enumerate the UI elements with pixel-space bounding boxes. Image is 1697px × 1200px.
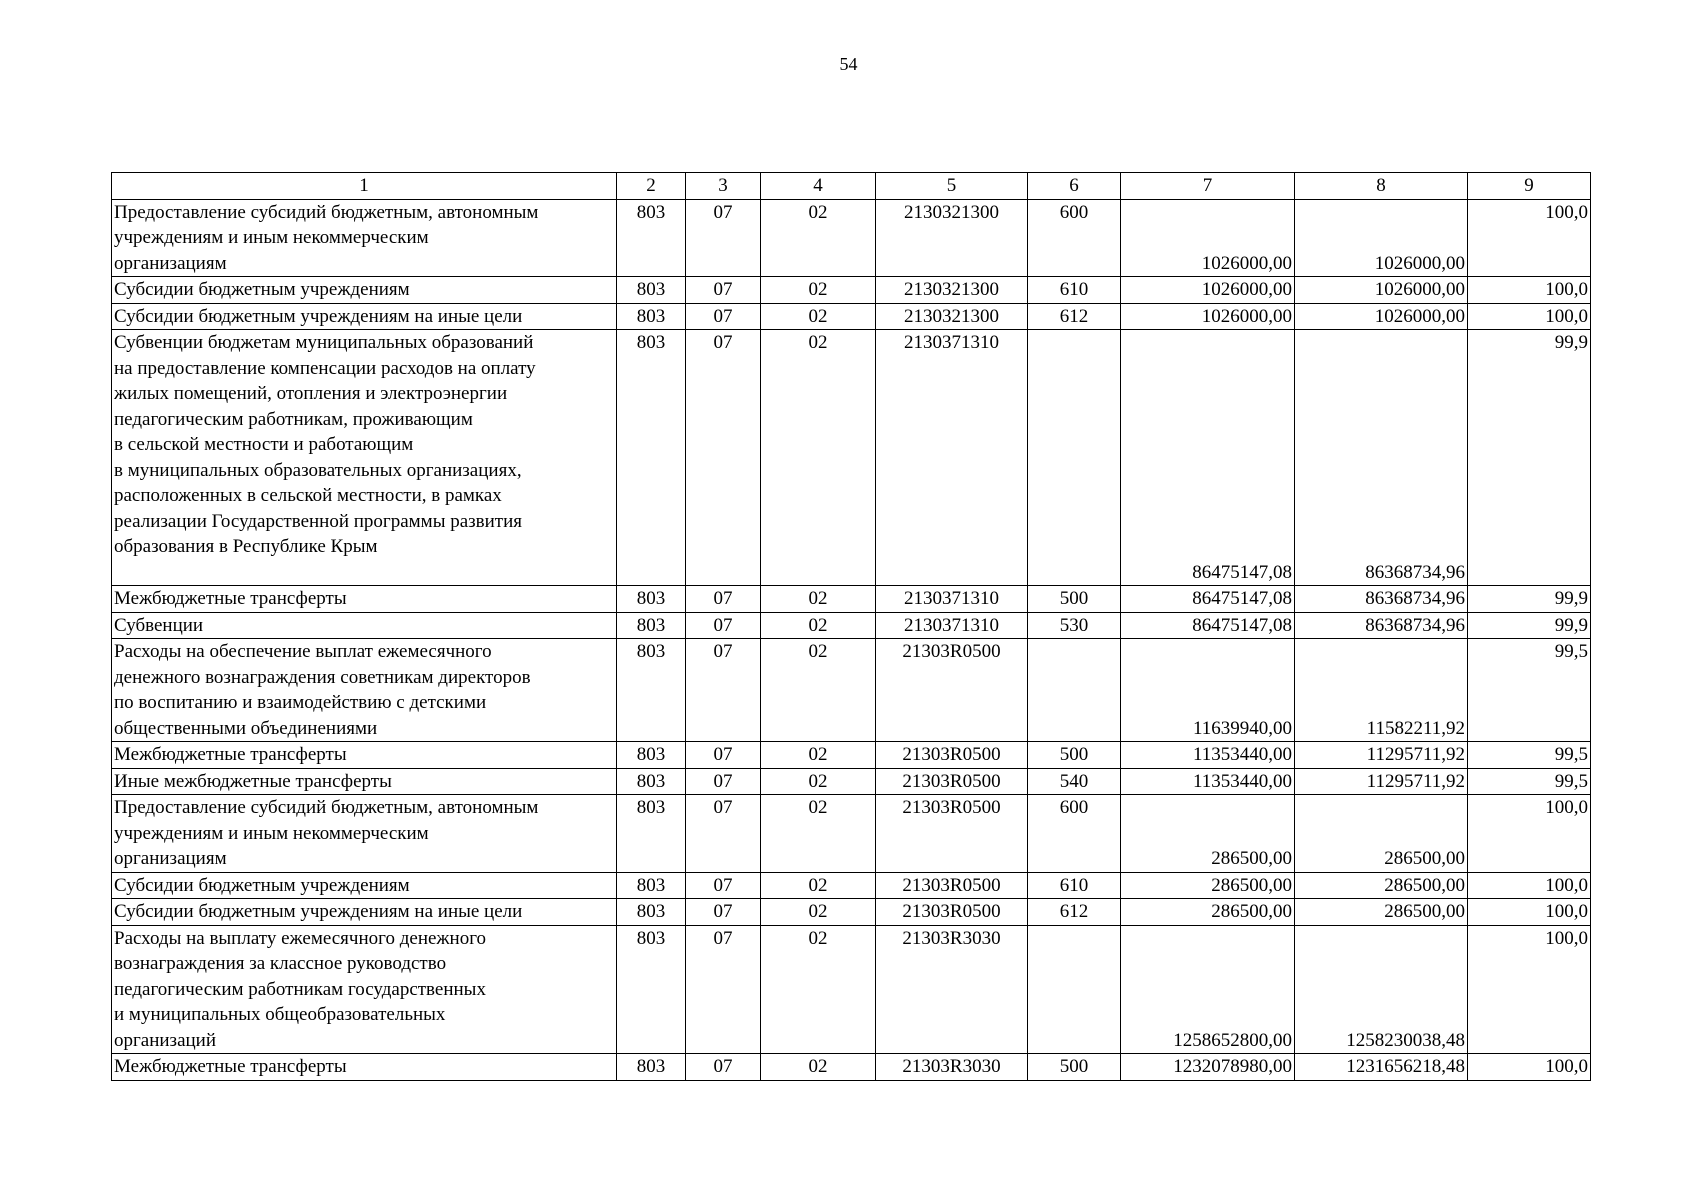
subsection-code-cell: 02	[761, 612, 876, 639]
column-header: 7	[1121, 173, 1295, 200]
expense-type-cell: 500	[1028, 1054, 1121, 1081]
item-name-cell	[112, 872, 617, 899]
execution-percent-cell: 100,0	[1468, 899, 1591, 926]
item-name-line	[114, 560, 614, 586]
target-article-cell: 2130321300	[876, 277, 1028, 304]
section-code-cell: 803	[617, 303, 686, 330]
item-name-line: образования в Республике Крым	[114, 536, 378, 557]
target-article-cell: 2130371310	[876, 612, 1028, 639]
item-name-cell	[112, 612, 617, 639]
column-header: 8	[1295, 173, 1468, 200]
subsection-code-cell: 02	[761, 277, 876, 304]
planned-amount-cell: 11353440,00	[1121, 742, 1295, 769]
executed-amount-cell: 1026000,00	[1295, 277, 1468, 304]
subsection-code-cell: 02	[761, 768, 876, 795]
planned-amount-cell: 1026000,00	[1121, 303, 1295, 330]
section-code-cell: 803	[617, 768, 686, 795]
target-article-cell: 21303R0500	[876, 639, 1028, 742]
section-code-cell: 803	[617, 795, 686, 873]
item-name-line: в муниципальных образовательных организациях,	[114, 459, 522, 481]
chapter-code-cell: 07	[686, 303, 761, 330]
item-name-line: Межбюджетные трансферты	[114, 588, 347, 609]
column-header: 5	[876, 173, 1028, 200]
subsection-code-cell: 02	[761, 639, 876, 742]
column-header: 2	[617, 173, 686, 200]
executed-amount-cell: 11295711,92	[1295, 768, 1468, 795]
expense-type-cell: 600	[1028, 795, 1121, 873]
table-row	[112, 199, 1591, 277]
planned-amount-cell: 86475147,08	[1121, 330, 1295, 586]
item-name-cell	[112, 795, 617, 873]
table-row	[112, 586, 1591, 613]
target-article-cell: 2130321300	[876, 303, 1028, 330]
item-name-line: педагогическим работникам государственных	[114, 978, 486, 1000]
target-article-cell: 2130321300	[876, 199, 1028, 277]
subsection-code-cell: 02	[761, 330, 876, 586]
expense-type-cell: 610	[1028, 872, 1121, 899]
subsection-code-cell: 02	[761, 742, 876, 769]
item-name-line: по воспитанию и взаимодействию с детскими	[114, 692, 487, 713]
section-code-cell: 803	[617, 872, 686, 899]
executed-amount-cell: 286500,00	[1295, 795, 1468, 873]
section-code-cell: 803	[617, 639, 686, 742]
executed-amount-cell: 86368734,96	[1295, 586, 1468, 613]
expense-type-cell: 500	[1028, 742, 1121, 769]
planned-amount-cell: 1026000,00	[1121, 277, 1295, 304]
section-code-cell: 803	[617, 586, 686, 613]
executed-amount-cell: 1258230038,48	[1295, 925, 1468, 1054]
item-name-line: Субсидии бюджетным учреждениям на иные цели	[114, 305, 523, 327]
table-row	[112, 277, 1591, 304]
subsection-code-cell: 02	[761, 872, 876, 899]
section-code-cell: 803	[617, 899, 686, 926]
executed-amount-cell: 86368734,96	[1295, 330, 1468, 586]
executed-amount-cell: 1231656218,48	[1295, 1054, 1468, 1081]
item-name-cell	[112, 925, 617, 1054]
item-name-cell	[112, 1054, 617, 1081]
subsection-code-cell: 02	[761, 199, 876, 277]
item-name-cell	[112, 899, 617, 926]
target-article-cell: 21303R0500	[876, 899, 1028, 926]
chapter-code-cell: 07	[686, 899, 761, 926]
column-header: 3	[686, 173, 761, 200]
column-header: 6	[1028, 173, 1121, 200]
target-article-cell: 21303R0500	[876, 795, 1028, 873]
subsection-code-cell: 02	[761, 586, 876, 613]
section-code-cell: 803	[617, 199, 686, 277]
budget-table	[111, 172, 1591, 1081]
expense-type-cell: 600	[1028, 199, 1121, 277]
item-name-line: денежного вознаграждения советникам директоров	[114, 666, 531, 688]
planned-amount-cell: 1232078980,00	[1121, 1054, 1295, 1081]
chapter-code-cell: 07	[686, 586, 761, 613]
item-name-line: организаций	[114, 1029, 217, 1051]
execution-percent-cell: 99,5	[1468, 768, 1591, 795]
item-name-line: Субвенции бюджетам муниципальных образований	[114, 332, 534, 353]
target-article-cell: 21303R0500	[876, 768, 1028, 795]
section-code-cell: 803	[617, 612, 686, 639]
expense-type-cell	[1028, 330, 1121, 586]
execution-percent-cell: 100,0	[1468, 925, 1591, 1054]
table-row	[112, 899, 1591, 926]
table-header-row	[112, 173, 1591, 200]
subsection-code-cell: 02	[761, 1054, 876, 1081]
item-name-line: организациям	[114, 252, 227, 274]
executed-amount-cell: 1026000,00	[1295, 199, 1468, 277]
chapter-code-cell: 07	[686, 795, 761, 873]
subsection-code-cell: 02	[761, 899, 876, 926]
item-name-line: Предоставление субсидий бюджетным, автономным	[114, 201, 539, 223]
item-name-cell	[112, 277, 617, 304]
target-article-cell: 21303R3030	[876, 1054, 1028, 1081]
item-name-cell	[112, 639, 617, 742]
column-header: 9	[1468, 173, 1591, 200]
execution-percent-cell: 99,9	[1468, 612, 1591, 639]
chapter-code-cell: 07	[686, 639, 761, 742]
executed-amount-cell: 1026000,00	[1295, 303, 1468, 330]
execution-percent-cell: 99,5	[1468, 742, 1591, 769]
table-row	[112, 925, 1591, 1054]
planned-amount-cell: 11353440,00	[1121, 768, 1295, 795]
target-article-cell: 21303R3030	[876, 925, 1028, 1054]
target-article-cell: 2130371310	[876, 586, 1028, 613]
item-name-line: Иные межбюджетные трансферты	[114, 770, 392, 792]
executed-amount-cell: 286500,00	[1295, 899, 1468, 926]
item-name-line: Субвенции	[114, 614, 204, 636]
item-name-line: учреждениям и иным некоммерческим	[114, 227, 429, 248]
section-code-cell: 803	[617, 1054, 686, 1081]
subsection-code-cell: 02	[761, 925, 876, 1054]
column-header: 4	[761, 173, 876, 200]
chapter-code-cell: 07	[686, 1054, 761, 1081]
item-name-line: Межбюджетные трансферты	[114, 1056, 347, 1077]
planned-amount-cell: 286500,00	[1121, 872, 1295, 899]
expense-type-cell: 530	[1028, 612, 1121, 639]
section-code-cell: 803	[617, 742, 686, 769]
target-article-cell: 2130371310	[876, 330, 1028, 586]
table-row	[112, 768, 1591, 795]
item-name-line: Субсидии бюджетным учреждениям	[114, 279, 410, 300]
item-name-line: и муниципальных общеобразовательных	[114, 1004, 446, 1025]
item-name-line: Предоставление субсидий бюджетным, автономным	[114, 797, 539, 818]
execution-percent-cell: 100,0	[1468, 199, 1591, 277]
chapter-code-cell: 07	[686, 330, 761, 586]
planned-amount-cell: 1258652800,00	[1121, 925, 1295, 1054]
chapter-code-cell: 07	[686, 277, 761, 304]
expense-type-cell: 612	[1028, 899, 1121, 926]
executed-amount-cell: 11295711,92	[1295, 742, 1468, 769]
item-name-line: реализации Государственной программы развития	[114, 510, 523, 532]
expense-type-cell: 500	[1028, 586, 1121, 613]
executed-amount-cell: 286500,00	[1295, 872, 1468, 899]
page-number: 54	[839, 54, 858, 74]
expense-type-cell: 540	[1028, 768, 1121, 795]
chapter-code-cell: 07	[686, 612, 761, 639]
planned-amount-cell: 286500,00	[1121, 899, 1295, 926]
subsection-code-cell: 02	[761, 795, 876, 873]
item-name-line: жилых помещений, отопления и электроэнергии	[114, 383, 508, 404]
item-name-cell	[112, 303, 617, 330]
table-body	[112, 173, 1591, 1081]
chapter-code-cell: 07	[686, 925, 761, 1054]
item-name-line: организациям	[114, 848, 227, 869]
table-row	[112, 872, 1591, 899]
target-article-cell: 21303R0500	[876, 742, 1028, 769]
expense-type-cell: 610	[1028, 277, 1121, 304]
item-name-line: вознаграждения за классное руководство	[114, 953, 447, 974]
item-name-line: педагогическим работникам, проживающим	[114, 408, 473, 430]
item-name-line: Расходы на выплату ежемесячного денежного	[114, 927, 487, 949]
chapter-code-cell: 07	[686, 872, 761, 899]
execution-percent-cell: 100,0	[1468, 1054, 1591, 1081]
item-name-line: расположенных в сельской местности, в рамках	[114, 485, 502, 506]
executed-amount-cell: 11582211,92	[1295, 639, 1468, 742]
chapter-code-cell: 07	[686, 199, 761, 277]
execution-percent-cell: 100,0	[1468, 277, 1591, 304]
table-row	[112, 1054, 1591, 1081]
executed-amount-cell: 86368734,96	[1295, 612, 1468, 639]
item-name-cell	[112, 586, 617, 613]
expense-type-cell	[1028, 925, 1121, 1054]
chapter-code-cell: 07	[686, 768, 761, 795]
section-code-cell: 803	[617, 330, 686, 586]
table-row	[112, 742, 1591, 769]
table-row	[112, 795, 1591, 873]
execution-percent-cell: 99,9	[1468, 586, 1591, 613]
chapter-code-cell: 07	[686, 742, 761, 769]
table-row	[112, 612, 1591, 639]
planned-amount-cell: 86475147,08	[1121, 612, 1295, 639]
item-name-line: учреждениям и иным некоммерческим	[114, 822, 429, 844]
section-code-cell: 803	[617, 925, 686, 1054]
planned-amount-cell: 11639940,00	[1121, 639, 1295, 742]
expense-type-cell	[1028, 639, 1121, 742]
column-header: 1	[112, 173, 617, 200]
item-name-cell	[112, 199, 617, 277]
item-name-cell	[112, 768, 617, 795]
execution-percent-cell: 99,5	[1468, 639, 1591, 742]
item-name-line: на предоставление компенсации расходов на оплату	[114, 357, 536, 379]
planned-amount-cell: 286500,00	[1121, 795, 1295, 873]
execution-percent-cell: 100,0	[1468, 303, 1591, 330]
table-row	[112, 330, 1591, 586]
execution-percent-cell: 100,0	[1468, 795, 1591, 873]
table-row	[112, 303, 1591, 330]
execution-percent-cell: 99,9	[1468, 330, 1591, 586]
target-article-cell: 21303R0500	[876, 872, 1028, 899]
section-code-cell: 803	[617, 277, 686, 304]
item-name-line: Межбюджетные трансферты	[114, 744, 347, 765]
item-name-cell	[112, 330, 617, 586]
execution-percent-cell: 100,0	[1468, 872, 1591, 899]
table-row	[112, 639, 1591, 742]
subsection-code-cell: 02	[761, 303, 876, 330]
expense-type-cell: 612	[1028, 303, 1121, 330]
item-name-line: Субсидии бюджетным учреждениям на иные цели	[114, 901, 523, 922]
item-name-cell	[112, 742, 617, 769]
item-name-line: Расходы на обеспечение выплат ежемесячного	[114, 641, 492, 662]
planned-amount-cell: 1026000,00	[1121, 199, 1295, 277]
item-name-line: в сельской местности и работающим	[114, 434, 414, 455]
item-name-line: общественными объединениями	[114, 717, 378, 739]
planned-amount-cell: 86475147,08	[1121, 586, 1295, 613]
item-name-line: Субсидии бюджетным учреждениям	[114, 874, 410, 896]
